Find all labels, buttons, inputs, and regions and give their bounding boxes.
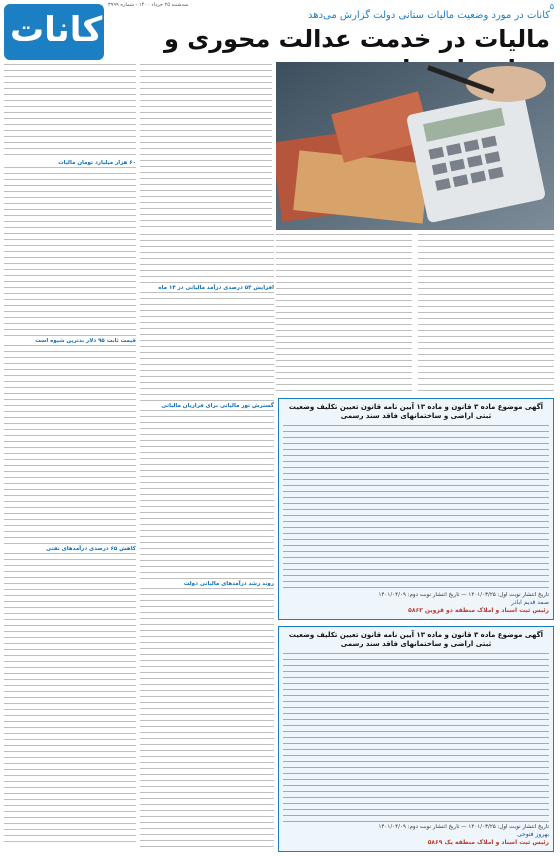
article-column-middle — [140, 234, 274, 854]
ad-dates: تاریخ انتشار نوبت اول: ۱۴۰۱/۰۳/۲۵ — تاریخ انتشار نوبت دوم: ۱۴۰۱/۰۴/۰۹ — [378, 592, 549, 598]
article-photo — [276, 62, 554, 230]
calculator-money-image — [276, 62, 554, 230]
subheading: افزایش ۵۴ درصدی درآمد مالیاتی در ۱۴ ماه — [158, 285, 274, 291]
ad-office: رئیس ثبت اسناد و املاک منطقه دو قزوین ۵۸۶۳ — [408, 607, 549, 614]
article-column-top-middle — [140, 64, 272, 230]
masthead-logo — [4, 4, 104, 60]
ad-signature: بهروز فتوحی — [517, 831, 549, 838]
ad-footer — [283, 591, 549, 615]
subheading: گسترش تور مالیاتی برای فراریان مالیاتی — [161, 403, 274, 409]
article-text-right-b — [418, 234, 554, 394]
article-text-right-a — [276, 234, 412, 394]
ad-footer — [283, 823, 549, 847]
ad-title: آگهی موضوع ماده ۳ قانون و ماده ۱۳ آیین نامه قانون تعیین تکلیف وضعیت ثبتی اراضی و ساختمانهای فاقد سند رسمی — [288, 631, 544, 648]
article-column-left — [4, 64, 136, 854]
ad-dates: تاریخ انتشار نوبت اول: ۱۴۰۱/۰۳/۲۵ — تاریخ انتشار نوبت دوم: ۱۴۰۱/۰۴/۰۹ — [378, 824, 549, 830]
headline-kicker: کانات در مورد وضعیت مالیات ستانی دولت گزارش می‌دهد — [308, 10, 550, 21]
ad-body — [283, 425, 549, 591]
subheading: کاهش ۶۵ درصدی درآمدهای نفتی — [46, 546, 136, 552]
page-number: ۵ — [549, 2, 554, 11]
text-block — [276, 234, 412, 394]
legal-notice-ad-1 — [278, 398, 554, 620]
subheading: ۶۰ هزار میلیارد تومان مالیات — [58, 160, 136, 166]
ad-body — [283, 653, 549, 823]
text-block — [418, 234, 554, 394]
page-title: مالیات در خدمت عدالت محوری و — [164, 25, 550, 53]
subheading: روند رشد درآمدهای مالیاتی دولت — [183, 581, 274, 587]
ad-title: آگهی موضوع ماده ۳ قانون و ماده ۱۳ آیین نامه قانون تعیین تکلیف وضعیت ثبتی اراضی و ساختمانهای فاقد سند رسمی — [288, 403, 544, 420]
legal-notice-ad-2 — [278, 626, 554, 852]
issue-info: سه‌شنبه ۲۵ خرداد ۱۴۰۰ - شماره ۳۹۹۹ — [108, 2, 189, 8]
subheading: قیمت ثابت ۹۵ دلار بدترین شیوه است — [35, 338, 136, 344]
ad-office: رئیس ثبت اسناد و املاک منطقه یک ۵۸۶۹ — [427, 839, 549, 846]
brand-name: کانات — [10, 10, 103, 50]
ad-signature: صمد قدیم اباذر — [511, 599, 549, 606]
